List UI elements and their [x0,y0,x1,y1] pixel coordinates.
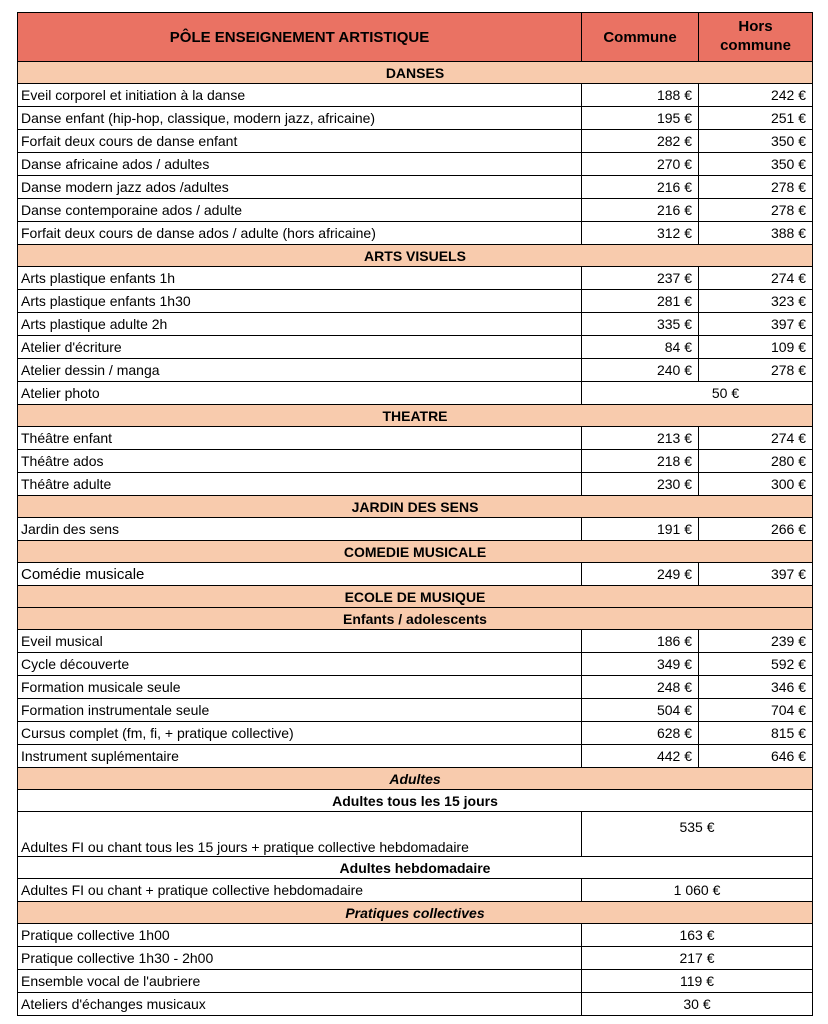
table-row [18,653,813,676]
course-price: 535 € [582,812,813,857]
course-name: Instrument suplémentaire [18,745,582,768]
section-title: COMEDIE MUSICALE [18,541,813,563]
subsection-title: Enfants / adolescents [18,608,813,630]
course-name: Adultes FI ou chant tous les 15 jours + pratique collective hebdomadaire [18,812,582,857]
section-title: JARDIN DES SENS [18,496,813,518]
section-ecole-de-musique [18,586,813,608]
column-header-hors-line2: commune [720,37,791,54]
table-row [18,745,813,768]
price-commune: 216 € [582,176,699,199]
theatre-rows [18,427,813,496]
course-name: Danse africaine ados / adultes [18,153,582,176]
price-commune: 270 € [582,153,699,176]
price-commune: 442 € [582,745,699,768]
price-hors-commune: 350 € [699,130,813,153]
table-row [18,518,813,541]
price-commune: 230 € [582,473,699,496]
course-name: Théâtre adulte [18,473,582,496]
price-hors-commune: 323 € [699,290,813,313]
course-name: Forfait deux cours de danse enfant [18,130,582,153]
course-name: Théâtre ados [18,450,582,473]
course-name: Cursus complet (fm, fi, + pratique collective) [18,722,582,745]
column-header-hors-line1: Hors [738,18,773,36]
course-name: Formation instrumentale seule [18,699,582,722]
price-hors-commune: 300 € [699,473,813,496]
course-name: Atelier photo [18,382,582,405]
course-name: Atelier dessin / manga [18,359,582,382]
course-name: Eveil musical [18,630,582,653]
table-row [18,722,813,745]
course-price: 119 € [582,970,813,993]
price-commune: 186 € [582,630,699,653]
price-hors-commune: 274 € [699,427,813,450]
jardin-rows [18,518,813,541]
course-price: 163 € [582,924,813,947]
subsection-title: Adultes hebdomadaire [18,857,813,879]
price-commune: 213 € [582,427,699,450]
table-row [18,970,813,993]
section-arts-visuels [18,245,813,267]
table-row [18,450,813,473]
section-title: ARTS VISUELS [18,245,813,267]
subsection-enfants-adolescents [18,608,813,630]
price-hors-commune: 815 € [699,722,813,745]
price-commune: 249 € [582,563,699,586]
table-row [18,153,813,176]
price-hors-commune: 704 € [699,699,813,722]
price-commune: 282 € [582,130,699,153]
course-name: Arts plastique enfants 1h [18,267,582,290]
price-commune: 312 € [582,222,699,245]
price-hors-commune: 278 € [699,176,813,199]
table-row [18,699,813,722]
price-hors-commune: 346 € [699,676,813,699]
table-row [18,359,813,382]
comedie-rows [18,563,813,586]
price-commune: 195 € [582,107,699,130]
price-commune: 188 € [582,84,699,107]
section-jardin-des-sens [18,496,813,518]
section-title: THEATRE [18,405,813,427]
subsection-adultes [18,768,813,790]
price-hors-commune: 280 € [699,450,813,473]
price-commune: 240 € [582,359,699,382]
enfants-rows [18,630,813,768]
table-row [18,336,813,359]
section-title: ECOLE DE MUSIQUE [18,586,813,608]
price-commune: 281 € [582,290,699,313]
table-row [18,313,813,336]
price-commune: 628 € [582,722,699,745]
price-hors-commune: 397 € [699,313,813,336]
section-title: DANSES [18,62,813,84]
table-row [18,879,813,902]
table-header-row [18,13,813,62]
course-name: Danse modern jazz ados /adultes [18,176,582,199]
table-row [18,130,813,153]
price-hors-commune: 592 € [699,653,813,676]
price-hors-commune: 274 € [699,267,813,290]
pratiques-rows [18,924,813,1016]
price-commune: 335 € [582,313,699,336]
course-price: 50 € [582,382,813,405]
table-row [18,676,813,699]
table-row [18,630,813,653]
table-row [18,947,813,970]
course-name: Atelier d'écriture [18,336,582,359]
table-row [18,290,813,313]
course-name: Danse enfant (hip-hop, classique, modern jazz, africaine) [18,107,582,130]
subsection-adultes-hebdomadaire [18,857,813,879]
course-price: 217 € [582,947,813,970]
table-row [18,84,813,107]
subsection-adultes-15-jours [18,790,813,812]
table-row [18,427,813,450]
course-name: Jardin des sens [18,518,582,541]
column-header-commune: Commune [582,13,699,62]
table-row [18,993,813,1016]
price-hors-commune: 239 € [699,630,813,653]
table-row [18,473,813,496]
price-hors-commune: 388 € [699,222,813,245]
course-name: Ensemble vocal de l'aubriere [18,970,582,993]
price-hors-commune: 646 € [699,745,813,768]
course-name: Formation musicale seule [18,676,582,699]
subsection-title: Adultes tous les 15 jours [18,790,813,812]
price-commune: 216 € [582,199,699,222]
price-commune: 84 € [582,336,699,359]
course-price: 1 060 € [582,879,813,902]
table-row [18,382,813,405]
course-name: Eveil corporel et initiation à la danse [18,84,582,107]
course-price: 30 € [582,993,813,1016]
course-name: Arts plastique adulte 2h [18,313,582,336]
subsection-pratiques-collectives [18,902,813,924]
price-hors-commune: 397 € [699,563,813,586]
price-commune: 504 € [582,699,699,722]
arts-visuels-rows [18,267,813,382]
price-commune: 237 € [582,267,699,290]
price-hors-commune: 278 € [699,359,813,382]
table-title: PÔLE ENSEIGNEMENT ARTISTIQUE [18,13,582,62]
table-row [18,812,813,857]
section-danses [18,62,813,84]
price-commune: 248 € [582,676,699,699]
subsection-title: Pratiques collectives [18,902,813,924]
price-hors-commune: 109 € [699,336,813,359]
course-name: Pratique collective 1h00 [18,924,582,947]
table-row [18,563,813,586]
table-row [18,107,813,130]
table-row [18,199,813,222]
section-comedie-musicale [18,541,813,563]
course-name: Forfait deux cours de danse ados / adulte (hors africaine) [18,222,582,245]
price-commune: 191 € [582,518,699,541]
course-name: Danse contemporaine ados / adulte [18,199,582,222]
column-header-hors-commune [699,13,813,62]
section-theatre [18,405,813,427]
pricing-table [17,12,813,1016]
course-name: Ateliers d'échanges musicaux [18,993,582,1016]
table-row [18,222,813,245]
table-row [18,267,813,290]
course-name: Pratique collective 1h30 - 2h00 [18,947,582,970]
course-name: Arts plastique enfants 1h30 [18,290,582,313]
price-hors-commune: 251 € [699,107,813,130]
subsection-title: Adultes [18,768,813,790]
danses-rows [18,84,813,245]
table-row [18,924,813,947]
price-commune: 349 € [582,653,699,676]
course-name: Comédie musicale [18,563,582,586]
price-hors-commune: 266 € [699,518,813,541]
price-hors-commune: 350 € [699,153,813,176]
price-hors-commune: 278 € [699,199,813,222]
course-name: Théâtre enfant [18,427,582,450]
price-commune: 218 € [582,450,699,473]
price-hors-commune: 242 € [699,84,813,107]
course-name: Cycle découverte [18,653,582,676]
table-row [18,176,813,199]
course-name: Adultes FI ou chant + pratique collective hebdomadaire [18,879,582,902]
